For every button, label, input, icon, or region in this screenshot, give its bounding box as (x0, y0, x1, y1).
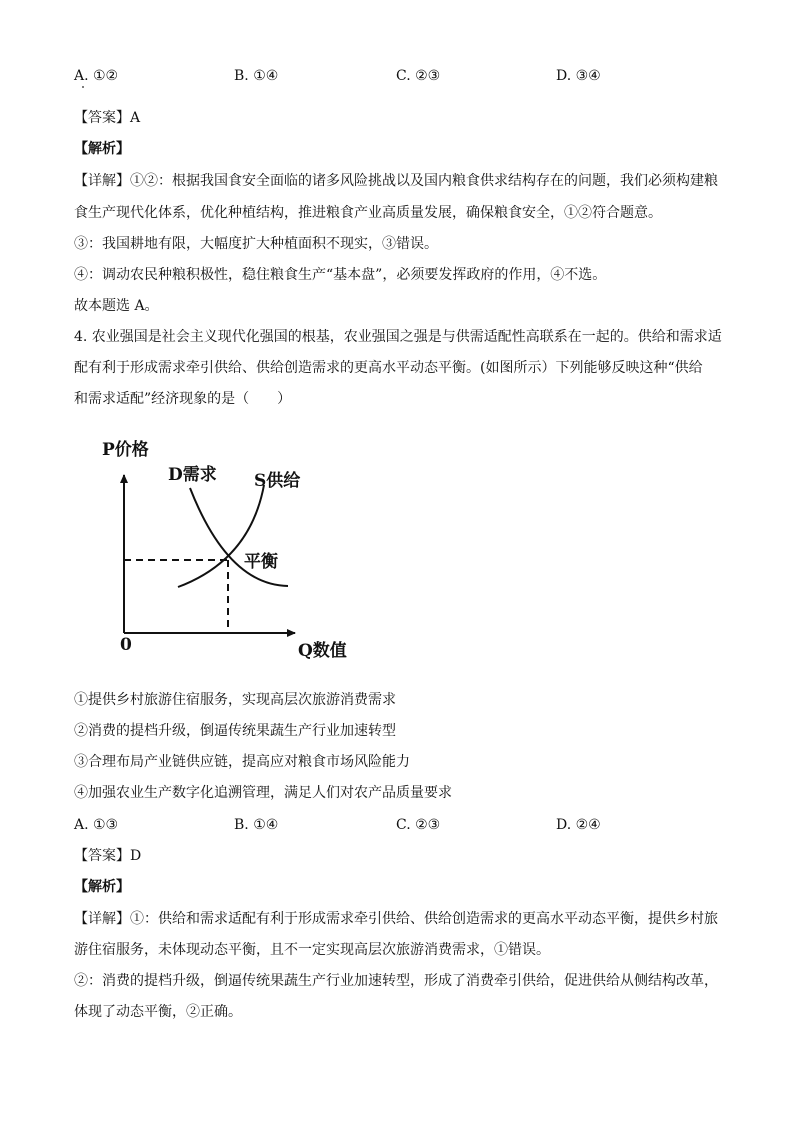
option-c: C. ②③ (396, 817, 441, 833)
option-d: D. ③④ (556, 68, 601, 84)
y-axis-label: P价格 (102, 440, 149, 460)
statement-4: ④加强农业生产数字化追溯管理，满足人们对农产品质量要求 (74, 785, 452, 801)
origin-label: 0 (120, 635, 132, 655)
q4-detail-line: 【详解】①：供给和需求适配有利于形成需求牵引供给、供给创造需求的更高水平动态平衡，提供乡村旅 (74, 911, 718, 927)
x-axis-label: Q数值 (298, 641, 347, 661)
q3-detail-line: ③：我国耕地有限，大幅度扩大种植面积不现实，③错误。 (74, 236, 438, 252)
statement-1: ①提供乡村旅游住宿服务，实现高层次旅游消费需求 (74, 692, 396, 708)
q3-analysis-heading: 【解析】 (74, 141, 130, 157)
q4-detail-line: ②：消费的提档升级，倒逼传统果蔬生产行业加速转型，形成了消费牵引供给，促进供给从侧结构改革， (74, 973, 718, 989)
supply-demand-figure (90, 425, 370, 670)
statement-3: ③合理布局产业链供应链，提高应对粮食市场风险能力 (74, 754, 410, 770)
q4-answer: 【答案】D (74, 848, 142, 864)
option-b: B. ①④ (234, 68, 279, 84)
q4-detail-line: 游住宿服务，未体现动态平衡，且不一定实现高层次旅游消费需求，①错误。 (74, 942, 550, 958)
statement-2: ②消费的提档升级，倒逼传统果蔬生产行业加速转型 (74, 723, 396, 739)
q3-conclusion: 故本题选 A。 (74, 298, 159, 314)
q4-stem-line: 和需求适配”经济现象的是（ ） (74, 391, 292, 407)
stray-mark (82, 86, 84, 88)
option-b: B. ①④ (234, 817, 279, 833)
q3-detail-line: ④：调动农民种粮积极性，稳住粮食生产“基本盘”，必须要发挥政府的作用，④不选。 (74, 267, 607, 283)
equilibrium-label: 平衡 (244, 552, 278, 572)
option-a: A. ①③ (74, 817, 119, 833)
demand-label: D需求 (168, 465, 217, 485)
q4-stem-line: 配有利于形成需求牵引供给、供给创造需求的更高水平动态平衡。(如图所示）下列能够反映这种“供给 (74, 360, 703, 376)
q4-stem-line: 4. 农业强国是社会主义现代化强国的根基，农业强国之强是与供需适配性高联系在一起的。供给和需求适 (74, 329, 722, 345)
option-d: D. ②④ (556, 817, 601, 833)
q3-detail-line: 【详解】①②：根据我国食安全面临的诸多风险挑战以及国内粮食供求结构存在的问题，我们必须构建粮 (74, 173, 718, 189)
q4-detail-line: 体现了动态平衡，②正确。 (74, 1004, 242, 1020)
option-c: C. ②③ (396, 68, 441, 84)
q4-analysis-heading: 【解析】 (74, 879, 130, 895)
option-a: A. ①② (74, 68, 119, 84)
q3-detail-line: 食生产现代化体系，优化种植结构，推进粮食产业高质量发展，确保粮食安全，①②符合题意。 (74, 205, 662, 221)
supply-label: S供给 (254, 471, 301, 491)
q3-answer: 【答案】A (74, 110, 141, 126)
